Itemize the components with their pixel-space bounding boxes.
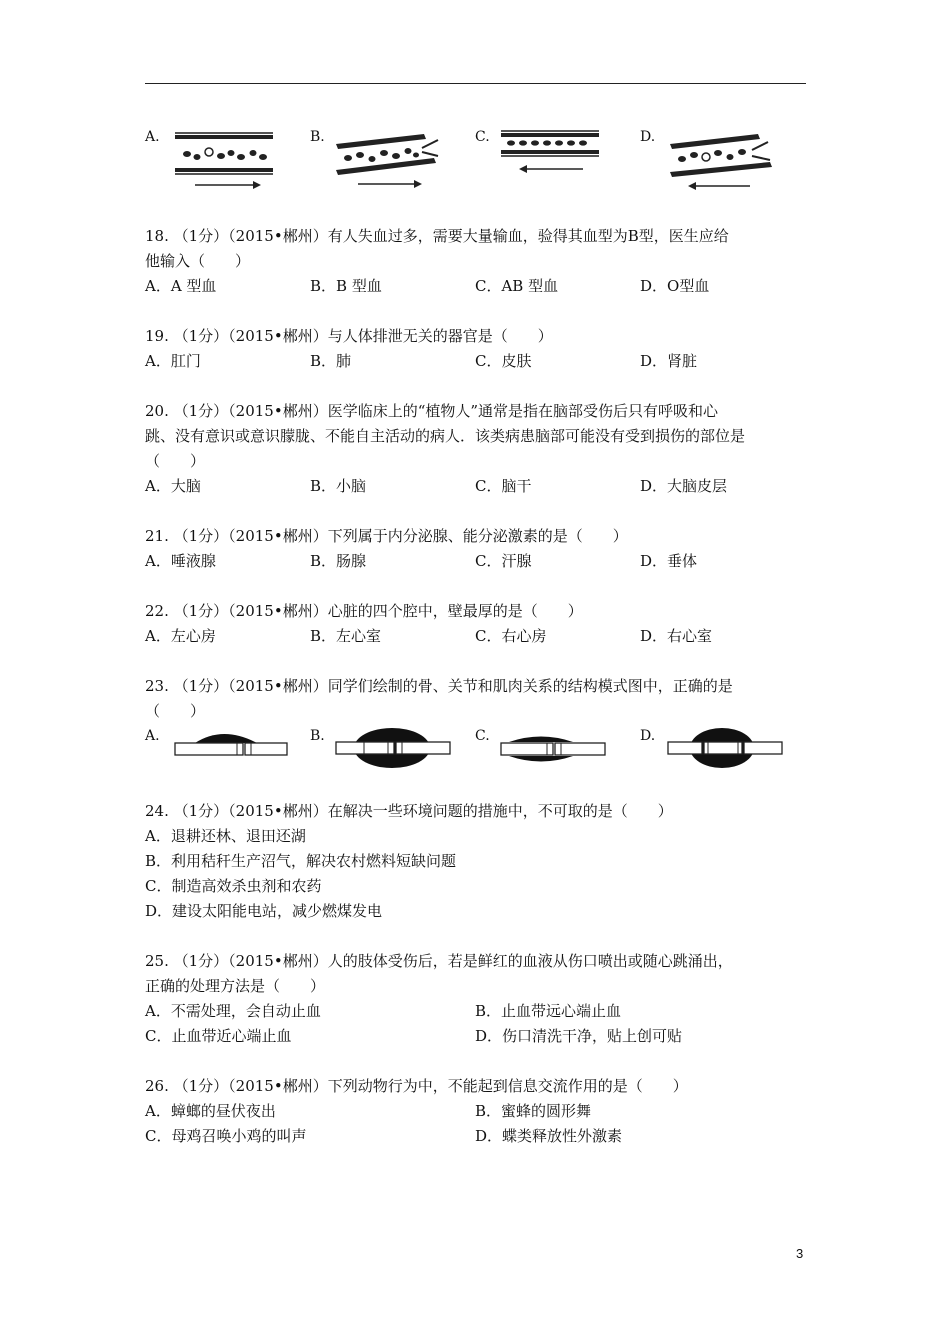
q18-stem-line2: 他输入（ ） xyxy=(145,252,251,270)
q18-stem-line1: 18. （1分）（2015•郴州）有人失血过多，需要大量输血，验得其血型为B型，医生应给 xyxy=(145,227,729,245)
q26-option-d[interactable]: D．蝶类释放性外激素 xyxy=(475,1127,623,1145)
q24-option-b[interactable]: B．利用秸秆生产沼气，解决农村燃料短缺问题 xyxy=(145,852,457,870)
q20-option-d[interactable]: D．大脑皮层 xyxy=(640,477,728,495)
blood-vessel-d-diagram xyxy=(666,130,776,192)
q25-stem-line1: 25. （1分）（2015•郴州）人的肢体受伤后，若是鲜红的血液从伤口喷出或随心跳涌出， xyxy=(145,952,733,970)
q20-option-b[interactable]: B．小脑 xyxy=(310,477,367,495)
q19-option-a[interactable]: A．肛门 xyxy=(145,352,201,370)
q24-option-d[interactable]: D．建设太阳能电站，减少燃煤发电 xyxy=(145,902,383,920)
bone-joint-muscle-c-diagram xyxy=(499,729,609,769)
q20-option-c[interactable]: C．脑干 xyxy=(475,477,532,495)
q20-stem-line1: 20. （1分）（2015•郴州）医学临床上的“植物人”通常是指在脑部受伤后只有呼吸和心 xyxy=(145,402,719,420)
q24-option-c[interactable]: C．制造高效杀虫剂和农药 xyxy=(145,877,322,895)
q23-option-c-label: C. xyxy=(475,728,490,744)
q21-option-a[interactable]: A．唾液腺 xyxy=(145,552,216,570)
q23-option-b[interactable] xyxy=(310,727,460,772)
q22-option-a[interactable]: A．左心房 xyxy=(145,627,216,645)
q25-option-a[interactable]: A．不需处理，会自动止血 xyxy=(145,1002,321,1020)
bone-joint-muscle-a-diagram xyxy=(173,727,289,769)
q23-option-a-label: A. xyxy=(145,728,160,744)
header-rule xyxy=(145,83,806,84)
q23-stem-line2: （ ） xyxy=(145,702,206,720)
q17-option-d-label: D. xyxy=(640,129,656,145)
q17-option-b-label: B. xyxy=(310,129,325,145)
q26-option-c[interactable]: C．母鸡召唤小鸡的叫声 xyxy=(145,1127,307,1145)
q26-stem-line1: 26. （1分）（2015•郴州）下列动物行为中，不能起到信息交流作用的是（ ） xyxy=(145,1077,688,1095)
q23-option-b-label: B. xyxy=(310,728,325,744)
q22-option-d[interactable]: D．右心室 xyxy=(640,627,713,645)
blood-vessel-b-diagram xyxy=(334,130,444,192)
q18-option-d[interactable]: D．O型血 xyxy=(640,277,710,295)
q25-option-c[interactable]: C．止血带近心端止血 xyxy=(145,1027,292,1045)
q20-stem-line3: （ ） xyxy=(145,452,206,470)
q21-option-d[interactable]: D．垂体 xyxy=(640,552,698,570)
q26-option-b[interactable]: B．蜜蜂的圆形舞 xyxy=(475,1102,592,1120)
q24-option-a[interactable]: A．退耕还林、退田还湖 xyxy=(145,827,306,845)
q23-option-a[interactable] xyxy=(145,727,295,772)
page-number: 3 xyxy=(796,1246,804,1261)
q19-option-c[interactable]: C．皮肤 xyxy=(475,352,532,370)
q21-option-b[interactable]: B．肠腺 xyxy=(310,552,367,570)
q21-stem-line1: 21. （1分）（2015•郴州）下列属于内分泌腺、能分泌激素的是（ ） xyxy=(145,527,628,545)
q17-option-b[interactable] xyxy=(310,128,450,192)
q17-option-c-label: C. xyxy=(475,129,490,145)
q18-option-b[interactable]: B．B 型血 xyxy=(310,277,382,295)
q23-option-d[interactable] xyxy=(640,727,790,772)
q19-stem-line1: 19. （1分）（2015•郴州）与人体排泄无关的器官是（ ） xyxy=(145,327,553,345)
q24-stem-line1: 24. （1分）（2015•郴州）在解决一些环境问题的措施中，不可取的是（ ） xyxy=(145,802,673,820)
q25-stem-line2: 正确的处理方法是（ ） xyxy=(145,977,326,995)
q22-option-c[interactable]: C．右心房 xyxy=(475,627,547,645)
q19-option-b[interactable]: B．肺 xyxy=(310,352,352,370)
q22-option-b[interactable]: B．左心室 xyxy=(310,627,382,645)
blood-vessel-a-diagram xyxy=(173,130,278,192)
q26-option-a[interactable]: A．蟑螂的昼伏夜出 xyxy=(145,1102,276,1120)
q25-option-b[interactable]: B．止血带远心端止血 xyxy=(475,1002,622,1020)
q25-option-d[interactable]: D．伤口清洗干净，贴上创可贴 xyxy=(475,1027,683,1045)
q19-option-d[interactable]: D．肾脏 xyxy=(640,352,698,370)
q20-stem-line2: 跳、没有意识或意识朦胧、不能自主活动的病人．该类病患脑部可能没有受到损伤的部位是 xyxy=(145,427,746,445)
q22-stem-line1: 22. （1分）（2015•郴州）心脏的四个腔中，壁最厚的是（ ） xyxy=(145,602,583,620)
bone-joint-muscle-d-diagram xyxy=(666,727,784,771)
q18-option-a[interactable]: A．A 型血 xyxy=(145,277,217,295)
q23-option-c[interactable] xyxy=(475,727,625,772)
q17-option-a[interactable] xyxy=(145,128,285,192)
bone-joint-muscle-b-diagram xyxy=(334,727,452,771)
q21-option-c[interactable]: C．汗腺 xyxy=(475,552,532,570)
q23-option-d-label: D. xyxy=(640,728,656,744)
q23-stem-line1: 23. （1分）（2015•郴州）同学们绘制的骨、关节和肌肉关系的结构模式图中，正确的是 xyxy=(145,677,733,695)
q17-option-a-label: A. xyxy=(145,129,160,145)
q20-option-a[interactable]: A．大脑 xyxy=(145,477,201,495)
blood-vessel-c-diagram xyxy=(499,128,604,178)
q17-option-d[interactable] xyxy=(640,128,780,192)
q17-option-c[interactable] xyxy=(475,128,615,192)
q18-option-c[interactable]: C．AB 型血 xyxy=(475,277,559,295)
